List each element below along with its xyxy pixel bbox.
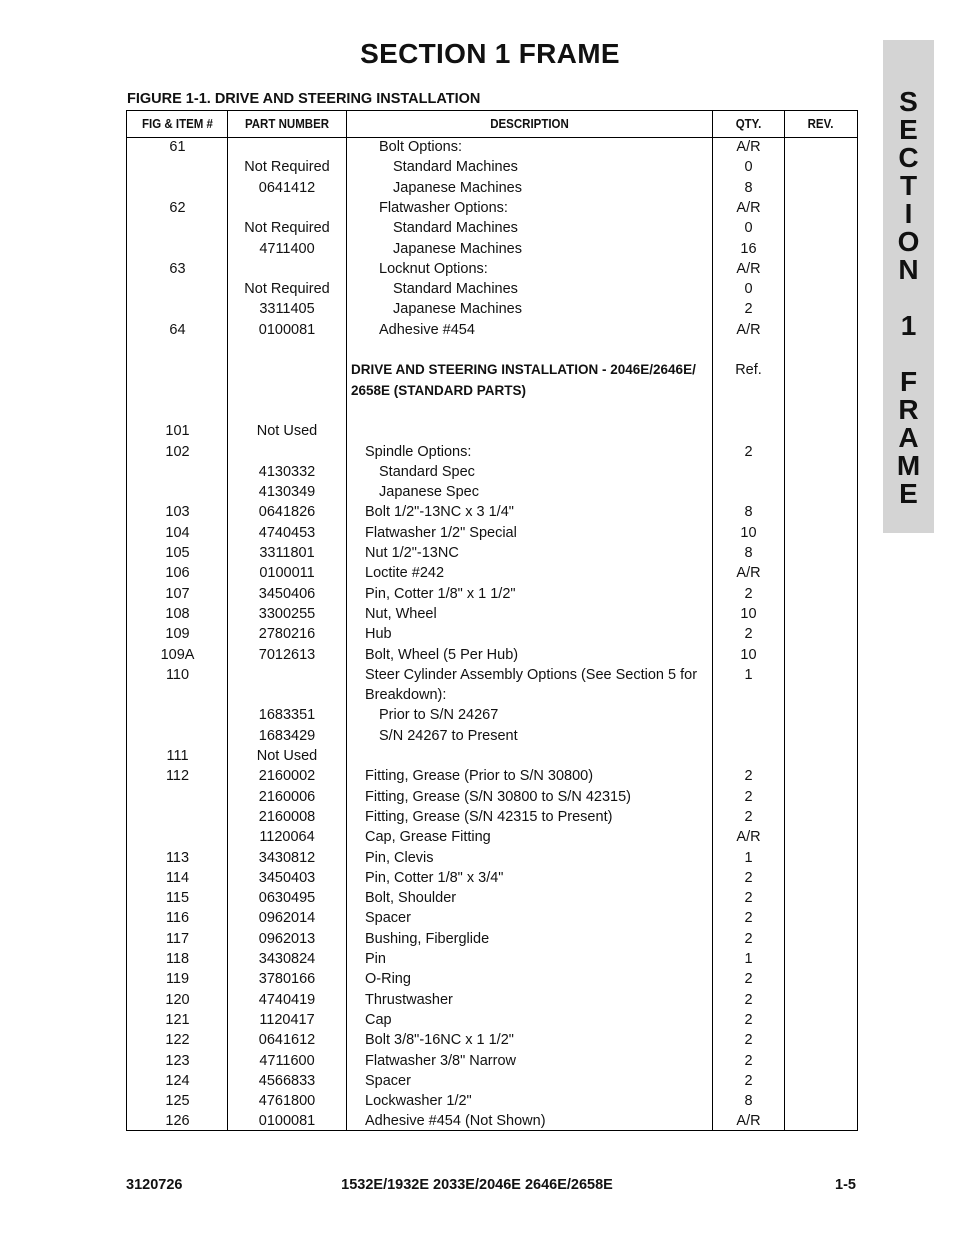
- part-number-cell: 2160006: [258, 788, 316, 805]
- description-cell: Spindle Options:: [365, 443, 472, 460]
- header-fig-item: FIG & ITEM #: [142, 117, 213, 131]
- side-tab-letter: N: [898, 254, 919, 285]
- description-cell: Bolt, Shoulder: [365, 890, 457, 907]
- qty-cell: A/R: [736, 260, 761, 277]
- part-number-cell: 2160002: [258, 768, 316, 785]
- part-number-cell: 0962014: [258, 910, 316, 927]
- part-number-cell: 3311801: [259, 545, 315, 561]
- part-number-cell: 0641612: [258, 1032, 316, 1049]
- side-tab-letter: R: [898, 394, 919, 425]
- part-number-cell: 4711400: [259, 240, 315, 257]
- qty-cell: A/R: [736, 139, 761, 155]
- fig-item-cell: 103: [165, 504, 190, 521]
- table-row: [127, 665, 857, 685]
- table-row: [127, 157, 857, 177]
- table-header: [127, 111, 857, 138]
- qty-cell: 2: [744, 1032, 753, 1049]
- table-row: [127, 178, 857, 198]
- qty-cell: 8: [744, 504, 753, 521]
- fig-item-cell: 102: [165, 443, 190, 460]
- table-row: [127, 563, 857, 583]
- qty-cell: A/R: [736, 829, 761, 846]
- qty-cell: 0: [744, 220, 753, 237]
- part-number-cell: 4740453: [258, 524, 316, 541]
- table-row: [127, 137, 857, 157]
- part-number-cell: 1120064: [259, 829, 315, 846]
- table-row: [127, 705, 857, 725]
- table-row: [127, 807, 857, 827]
- page-title: SECTION 1 FRAME: [360, 38, 620, 69]
- fig-item-cell: 61: [169, 139, 186, 155]
- description-cell: O-Ring: [365, 971, 411, 988]
- description-cell: Pin, Cotter 1/8" x 1 1/2": [365, 585, 516, 602]
- qty-cell: 2: [744, 301, 753, 318]
- part-number-cell: 0641412: [258, 179, 316, 196]
- table-row: [127, 990, 857, 1010]
- qty-cell: A/R: [736, 1113, 761, 1130]
- qty-cell: 2: [744, 768, 753, 785]
- description-cell: Fitting, Grease (S/N 42315 to Present): [365, 808, 613, 825]
- part-number-cell: 3780166: [258, 971, 316, 988]
- table-row: [127, 827, 857, 847]
- table-row: [127, 462, 857, 482]
- fig-item-cell: 105: [165, 545, 190, 561]
- part-number-cell: 0641826: [258, 504, 316, 521]
- table-row: [127, 1111, 857, 1131]
- description-cell: Fitting, Grease (S/N 30800 to S/N 42315): [365, 788, 631, 805]
- qty-cell: 2: [744, 971, 753, 988]
- table-row: [127, 340, 857, 360]
- description-cell: Cap, Grease Fitting: [365, 829, 491, 846]
- qty-cell: 10: [740, 524, 757, 541]
- qty-cell: 2: [744, 788, 753, 805]
- qty-cell: A/R: [736, 321, 761, 338]
- fig-item-cell: 125: [165, 1093, 190, 1110]
- fig-item-cell: 117: [165, 930, 190, 947]
- part-number-cell: 3430812: [258, 849, 316, 866]
- qty-cell: 2: [744, 930, 753, 947]
- table-row: [127, 908, 857, 928]
- part-number-cell: 3300255: [258, 605, 316, 622]
- fig-item-cell: 118: [165, 951, 190, 967]
- fig-item-cell: 116: [165, 910, 190, 927]
- description-cell: Bolt, Wheel (5 Per Hub): [365, 646, 519, 663]
- qty-cell: 10: [740, 605, 757, 622]
- section-side-tab: [883, 40, 934, 533]
- qty-cell: 1: [744, 849, 753, 866]
- qty-cell: 2: [744, 585, 753, 602]
- table-row: [127, 766, 857, 786]
- side-tab-letter: I: [904, 198, 913, 229]
- fig-item-cell: 124: [165, 1072, 190, 1089]
- qty-cell: A/R: [736, 565, 761, 582]
- qty-cell: 2: [744, 1072, 753, 1089]
- description-cell: Hub: [365, 626, 392, 643]
- fig-item-cell: 113: [165, 849, 190, 866]
- qty-cell: 2: [744, 443, 753, 460]
- qty-cell: 2: [744, 991, 753, 1008]
- qty-cell: 2: [744, 1052, 753, 1069]
- table-row: [127, 360, 857, 380]
- table-row: [127, 1030, 857, 1050]
- description-cell: Lockwasher 1/2": [365, 1093, 472, 1110]
- description-cell: Bolt 1/2"-13NC x 3 1/4": [365, 504, 514, 521]
- description-cell: Standard Machines: [393, 159, 518, 176]
- table-row: [127, 381, 857, 401]
- fig-item-cell: 104: [165, 524, 190, 541]
- footer-models: 1532E/1932E 2033E/2046E 2646E/2658E: [341, 1177, 613, 1193]
- description-cell: Flatwasher 3/8" Narrow: [365, 1052, 517, 1069]
- header-part-number: PART NUMBER: [244, 117, 330, 131]
- description-cell: Flatwasher 1/2" Special: [365, 524, 517, 541]
- description-cell: Pin, Cotter 1/8" x 3/4": [365, 869, 504, 886]
- description-cell: Pin, Clevis: [365, 849, 434, 866]
- table-row: [127, 543, 857, 563]
- qty-cell: 10: [740, 646, 757, 663]
- description-cell: Cap: [365, 1011, 392, 1028]
- fig-item-cell: 126: [165, 1113, 190, 1130]
- part-number-cell: Not Used: [256, 423, 318, 440]
- part-number-cell: 4740419: [258, 991, 316, 1008]
- qty-cell: 0: [744, 159, 753, 176]
- qty-cell: 2: [744, 890, 753, 907]
- description-cell: Japanese Spec: [379, 484, 479, 501]
- part-number-cell: 4711600: [259, 1052, 315, 1069]
- table-row: [127, 929, 857, 949]
- description-cell: Pin: [365, 951, 386, 967]
- qty-cell: 2: [744, 1011, 753, 1028]
- fig-item-cell: 112: [165, 768, 190, 785]
- table-row: [127, 746, 857, 766]
- qty-cell: A/R: [736, 199, 761, 216]
- part-number-cell: 2780216: [258, 626, 316, 643]
- table-row: [127, 259, 857, 279]
- description-cell: Nut 1/2"-13NC: [365, 545, 459, 561]
- description-cell: Fitting, Grease (Prior to S/N 30800): [365, 768, 594, 785]
- qty-cell: 2: [744, 808, 753, 825]
- part-number-cell: 4130349: [258, 484, 316, 501]
- description-cell: Flatwasher Options:: [379, 199, 508, 216]
- table-row: [127, 279, 857, 299]
- fig-item-cell: 63: [169, 260, 186, 277]
- part-number-cell: 7012613: [258, 646, 316, 663]
- description-cell: Spacer: [365, 1072, 411, 1089]
- fig-item-cell: 119: [165, 971, 190, 988]
- header-qty: QTY.: [735, 117, 762, 131]
- table-row: [127, 949, 857, 969]
- description-cell: Prior to S/N 24267: [379, 707, 499, 724]
- qty-cell: 2: [744, 910, 753, 927]
- parts-table: [126, 110, 858, 1131]
- part-number-cell: Not Required: [244, 220, 330, 237]
- table-row: [127, 1010, 857, 1030]
- side-tab-letter: S: [899, 86, 918, 117]
- qty-cell: 2: [744, 626, 753, 643]
- fig-item-cell: 123: [165, 1052, 190, 1069]
- table-row: [127, 787, 857, 807]
- table-row: [127, 726, 857, 746]
- fig-item-cell: 121: [165, 1011, 190, 1028]
- fig-item-cell: 110: [165, 666, 190, 683]
- qty-cell: 1: [744, 666, 753, 683]
- footer-page-number: 1-5: [835, 1177, 856, 1193]
- side-tab-letter: A: [898, 422, 919, 453]
- qty-cell: 16: [740, 240, 757, 257]
- side-tab-letter: E: [899, 114, 918, 145]
- description-cell: Standard Spec: [379, 463, 475, 480]
- part-number-cell: Not Used: [256, 748, 318, 764]
- fig-item-cell: 122: [165, 1032, 190, 1049]
- description-cell: Locknut Options:: [379, 260, 488, 277]
- table-row: [127, 218, 857, 238]
- header-rev: REV.: [807, 117, 834, 131]
- description-cell: Bushing, Fiberglide: [365, 930, 490, 947]
- description-cell: Standard Machines: [393, 220, 518, 237]
- part-number-cell: 0100011: [259, 565, 315, 582]
- part-number-cell: 4566833: [258, 1072, 316, 1089]
- fig-item-cell: 120: [165, 991, 190, 1008]
- description-cell: Bolt Options:: [379, 139, 463, 155]
- table-row: [127, 969, 857, 989]
- qty-cell: Ref.: [735, 362, 762, 379]
- description-cell: Loctite #242: [365, 565, 445, 582]
- description-cell: 2658E (STANDARD PARTS): [351, 382, 527, 398]
- part-number-cell: 0100081: [258, 321, 316, 338]
- table-row: [127, 421, 857, 441]
- fig-item-cell: 114: [165, 869, 190, 886]
- qty-cell: 2: [744, 869, 753, 886]
- description-cell: Bolt 3/8"-16NC x 1 1/2": [365, 1032, 514, 1049]
- part-number-cell: 3311405: [259, 301, 315, 318]
- table-row: [127, 502, 857, 522]
- part-number-cell: Not Required: [244, 159, 330, 176]
- fig-item-cell: 101: [165, 423, 190, 440]
- description-cell: DRIVE AND STEERING INSTALLATION - 2046E/2646E/: [351, 362, 696, 378]
- header-description: DESCRIPTION: [490, 117, 569, 131]
- table-row: [127, 1091, 857, 1111]
- part-number-cell: 1120417: [259, 1011, 315, 1028]
- description-cell: Japanese Machines: [393, 240, 522, 257]
- table-row: [127, 320, 857, 340]
- table-row: [127, 868, 857, 888]
- part-number-cell: 0962013: [258, 930, 316, 947]
- fig-item-cell: 109: [165, 626, 190, 643]
- description-cell: Japanese Machines: [393, 179, 522, 196]
- part-number-cell: 4130332: [258, 463, 316, 480]
- fig-item-cell: 106: [165, 565, 190, 582]
- table-row: [127, 1051, 857, 1071]
- qty-cell: 8: [744, 545, 753, 561]
- qty-cell: 0: [744, 281, 753, 298]
- description-cell: S/N 24267 to Present: [379, 727, 518, 744]
- fig-item-cell: 107: [165, 585, 190, 602]
- table-row: [127, 482, 857, 502]
- fig-item-cell: 109A: [160, 646, 195, 663]
- table-row: [127, 442, 857, 462]
- table-row: [127, 685, 857, 705]
- fig-item-cell: 108: [165, 605, 190, 622]
- description-cell: Nut, Wheel: [365, 605, 437, 622]
- part-number-cell: 1683429: [258, 727, 316, 744]
- side-tab-letter: F: [899, 366, 918, 397]
- part-number-cell: Not Required: [244, 281, 330, 298]
- table-row: [127, 624, 857, 644]
- fig-item-cell: 115: [165, 890, 190, 907]
- table-row: [127, 584, 857, 604]
- part-number-cell: 3430824: [258, 951, 316, 967]
- part-number-cell: 2160008: [258, 808, 316, 825]
- description-cell: Japanese Machines: [393, 301, 522, 318]
- description-cell: Steer Cylinder Assembly Options (See Section 5 for: [365, 666, 698, 683]
- part-number-cell: 0100081: [258, 1113, 316, 1130]
- table-row: [127, 198, 857, 218]
- side-tab-letter: E: [899, 478, 918, 509]
- description-cell: Adhesive #454: [379, 321, 475, 338]
- part-number-cell: 3450403: [258, 869, 316, 886]
- description-cell: Standard Machines: [393, 281, 518, 298]
- qty-cell: 1: [744, 951, 753, 967]
- part-number-cell: 4761800: [258, 1093, 316, 1110]
- table-row: [127, 604, 857, 624]
- fig-item-cell: 62: [169, 199, 186, 216]
- footer-doc-number: 3120726: [126, 1177, 183, 1193]
- table-row: [127, 299, 857, 319]
- side-tab-letter: 1: [900, 310, 917, 341]
- figure-caption: FIGURE 1-1. DRIVE AND STEERING INSTALLATION: [127, 91, 481, 107]
- side-tab-letter: T: [899, 170, 918, 201]
- description-cell: Spacer: [365, 910, 411, 927]
- part-number-cell: 0630495: [258, 890, 316, 907]
- side-tab-letter: C: [898, 142, 919, 173]
- side-tab-letter: M: [896, 450, 921, 481]
- fig-item-cell: 64: [169, 321, 186, 338]
- table-row: [127, 239, 857, 259]
- table-row: [127, 523, 857, 543]
- table-row: [127, 645, 857, 665]
- qty-cell: 8: [744, 179, 753, 196]
- table-row: [127, 1071, 857, 1091]
- table-row: [127, 848, 857, 868]
- part-number-cell: 1683351: [258, 707, 316, 724]
- table-row: [127, 401, 857, 421]
- description-cell: Adhesive #454 (Not Shown): [365, 1113, 546, 1130]
- description-cell: Thrustwasher: [365, 991, 453, 1008]
- side-tab-letter: O: [897, 226, 920, 257]
- qty-cell: 8: [744, 1093, 753, 1110]
- table-row: [127, 888, 857, 908]
- fig-item-cell: 111: [166, 748, 189, 764]
- description-cell: Breakdown):: [365, 687, 447, 704]
- part-number-cell: 3450406: [258, 585, 316, 602]
